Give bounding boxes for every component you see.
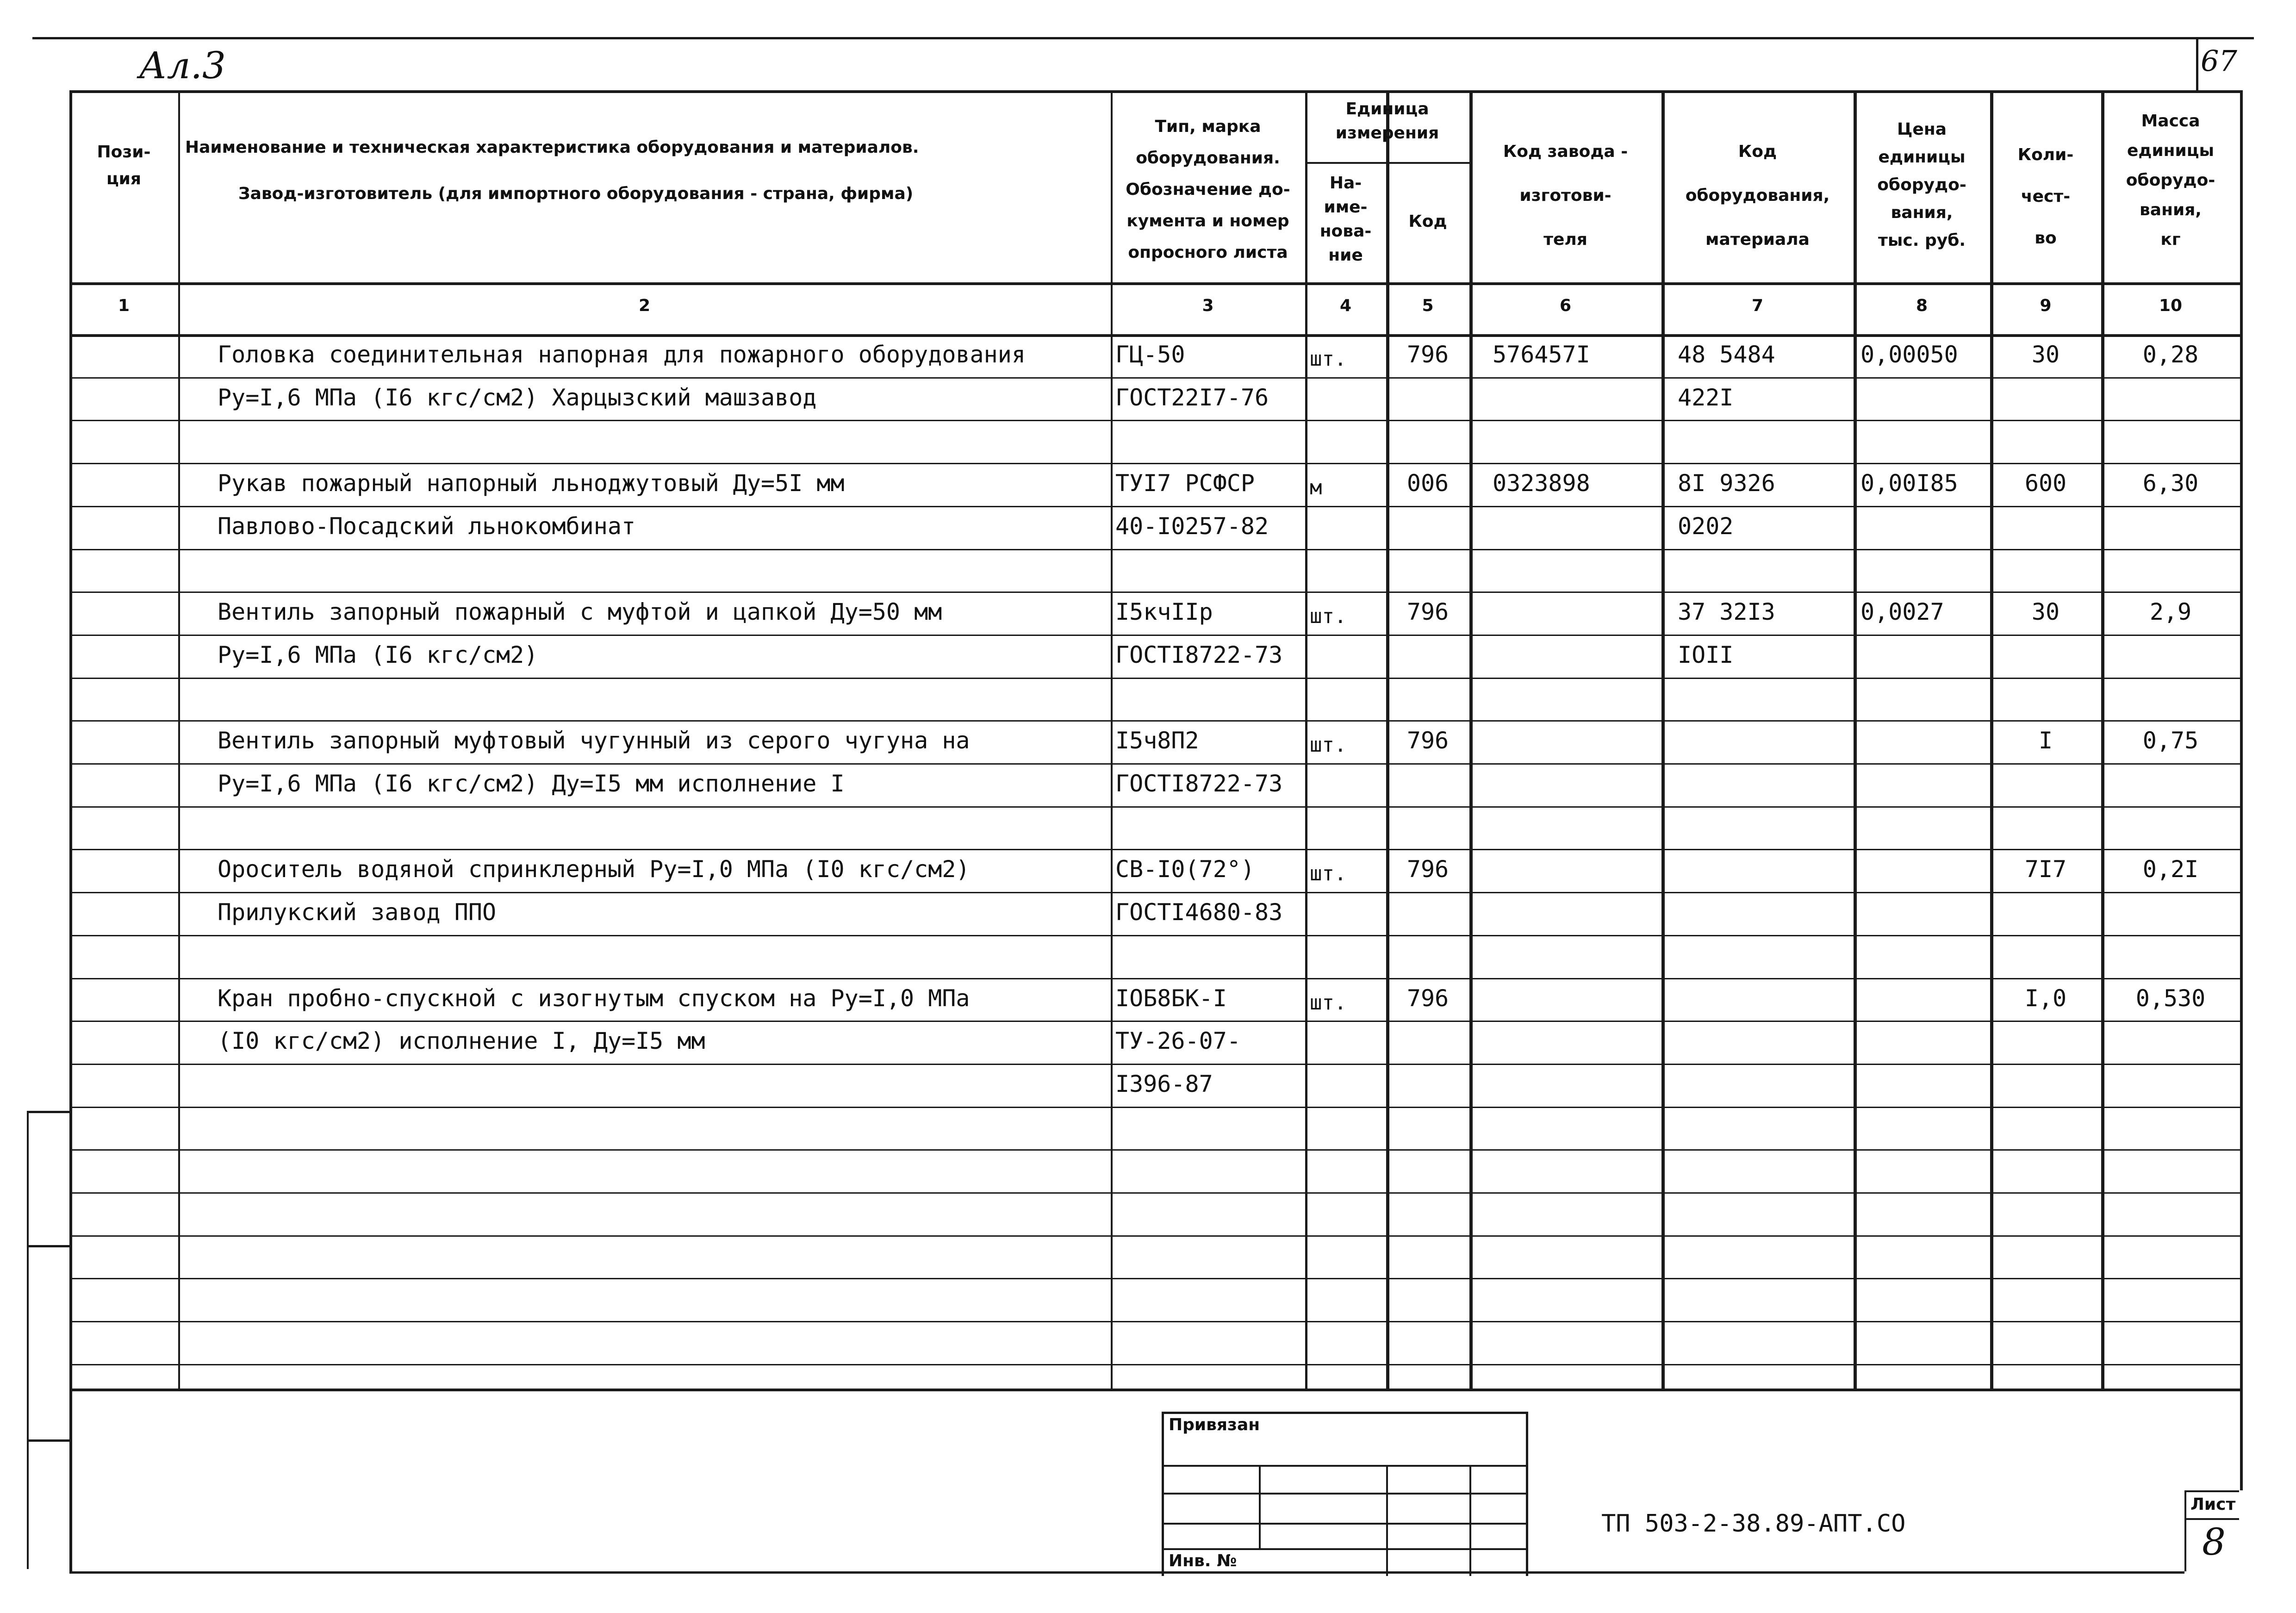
row-type: ГОСТI4680-83 — [1115, 899, 1283, 926]
unit-subheader-rule — [1305, 162, 1469, 164]
bound-label: Привязан — [1169, 1415, 1260, 1434]
column-rule — [1854, 90, 1857, 1389]
header-equipment-code: Код оборудования, материала — [1685, 142, 1830, 249]
row-mass: 0,28 — [2142, 341, 2199, 368]
row-rule — [69, 592, 2240, 593]
inventory-label: Инв. № — [1169, 1551, 1237, 1570]
row-unit-name: шт. — [1310, 347, 1347, 371]
row-rule — [69, 1107, 2240, 1108]
row-quantity: I — [2038, 727, 2053, 754]
row-rule — [69, 1021, 2240, 1022]
header-position: Пози- ция — [97, 143, 151, 188]
row-rule — [69, 377, 2240, 379]
row-quantity: 7I7 — [2024, 856, 2067, 883]
row-quantity: 30 — [2031, 341, 2060, 368]
row-rule — [69, 1235, 2240, 1237]
row-equipment-code: IOII — [1678, 641, 1734, 668]
row-type: IОБ8БК-I — [1115, 985, 1227, 1012]
row-factory-code: 576457I — [1493, 341, 1590, 368]
row-rule — [69, 1278, 2240, 1279]
row-type: ГОСТ22I7-76 — [1115, 384, 1269, 411]
binding-mark — [27, 1111, 69, 1113]
row-name: Головка соединительная напорная для пожарного оборудования — [218, 341, 1026, 368]
column-number: 6 — [1559, 296, 1572, 315]
row-equipment-code: 37 32I3 — [1678, 598, 1775, 625]
row-type: I5кчIIр — [1115, 598, 1213, 625]
document-code: ТП 503-2-38.89-АПТ.СО — [1601, 1510, 1906, 1538]
column-rule — [178, 90, 180, 1389]
column-number-rule — [69, 334, 2240, 337]
row-rule — [69, 806, 2240, 808]
row-rule — [69, 635, 2240, 636]
column-number: 5 — [1422, 296, 1434, 315]
sheet-label: Лист — [2190, 1495, 2236, 1514]
corner-mark: Ал.3 — [139, 44, 226, 87]
row-unit-name: м — [1310, 476, 1322, 499]
row-type: I5ч8П2 — [1115, 727, 1199, 754]
header-quantity: Коли- чест- во — [2017, 145, 2074, 248]
row-unit-code: 006 — [1406, 470, 1449, 497]
header-mass: Масса единицы оборудо- вания, кг — [2126, 112, 2215, 249]
sheet-bottom-rule — [69, 1571, 2184, 1574]
row-name: Ру=I,6 МПа (I6 кгс/см2) Ду=I5 мм исполнение I — [218, 770, 845, 797]
header-unit-group: Единица измерения — [1335, 100, 1439, 143]
row-unit-code: 796 — [1406, 341, 1449, 368]
row-mass: 2,9 — [2149, 598, 2192, 625]
column-number: 1 — [118, 296, 130, 315]
row-name: Вентиль запорный муфтовый чугунный из серого чугуна на — [218, 727, 970, 754]
row-name: Ру=I,6 МПа (I6 кгс/см2) — [218, 641, 538, 668]
column-rule — [1305, 90, 1307, 1389]
header-name-line1: Наименование и техническая характеристика оборудования и материалов. — [185, 138, 919, 157]
row-rule — [69, 892, 2240, 893]
table-bottom-rule — [69, 1389, 2240, 1391]
page-number-frame — [2196, 37, 2198, 93]
row-type: ГОСТI8722-73 — [1115, 641, 1283, 668]
top-border — [32, 37, 2254, 39]
row-equipment-code: 422I — [1678, 384, 1734, 411]
row-name: Ороситель водяной спринклерный Ру=I,0 МПа (I0 кгс/см2) — [218, 856, 970, 883]
column-number: 3 — [1202, 296, 1214, 315]
row-mass: 0,75 — [2142, 727, 2199, 754]
row-rule — [69, 978, 2240, 979]
header-bottom-rule — [69, 282, 2240, 285]
row-type: I396-87 — [1115, 1071, 1213, 1097]
row-type: ГОСТI8722-73 — [1115, 770, 1283, 797]
row-name: Павлово-Посадский льнокомбинат — [218, 513, 636, 540]
row-rule — [69, 935, 2240, 936]
header-unit-code: Код — [1408, 212, 1447, 231]
row-name: Прилукский завод ППО — [218, 899, 497, 926]
binding-mark — [27, 1439, 69, 1442]
row-rule — [69, 420, 2240, 421]
sheet-number: 8 — [2202, 1520, 2226, 1563]
row-rule — [69, 763, 2240, 765]
header-name-line2: Завод-изготовитель (для импортного оборудования - страна, фирма) — [238, 184, 914, 203]
column-rule — [1111, 90, 1113, 1389]
row-quantity: I,0 — [2024, 985, 2067, 1012]
row-quantity: 600 — [2024, 470, 2067, 497]
header-factory-code: Код завода - изготови- теля — [1503, 142, 1628, 249]
row-name: Рукав пожарный напорный льноджутовый Ду=5I мм — [218, 470, 845, 497]
row-name: Кран пробно-спускной с изогнутым спуском на Ру=I,0 МПа — [218, 985, 970, 1012]
column-number: 4 — [1339, 296, 1352, 315]
header-price: Цена единицы оборудо- вания, тыс. руб. — [1877, 120, 1966, 250]
row-rule — [69, 1064, 2240, 1065]
row-price: 0,00050 — [1860, 341, 1958, 368]
row-unit-code: 796 — [1406, 598, 1449, 625]
row-unit-code: 796 — [1406, 985, 1449, 1012]
header-unit-name: На- име- нова- ние — [1319, 174, 1372, 265]
column-rule — [1469, 90, 1473, 1389]
column-rule — [1661, 90, 1665, 1389]
row-mass: 0,530 — [2135, 985, 2206, 1012]
row-rule — [69, 720, 2240, 722]
row-unit-name: шт. — [1310, 862, 1347, 885]
row-equipment-code: 0202 — [1678, 513, 1734, 540]
row-type: ТУI7 РСФСР — [1115, 470, 1255, 497]
row-rule — [69, 1192, 2240, 1194]
row-type: СВ-I0(72°) — [1115, 856, 1255, 883]
column-number: 9 — [2040, 296, 2052, 315]
row-rule — [69, 1364, 2240, 1365]
column-number: 2 — [638, 296, 651, 315]
table-top-border — [69, 90, 2240, 93]
row-equipment-code: 48 5484 — [1678, 341, 1775, 368]
row-unit-name: шт. — [1310, 733, 1347, 757]
page-number: 67 — [2201, 44, 2237, 78]
row-rule — [69, 1321, 2240, 1322]
row-unit-code: 796 — [1406, 727, 1449, 754]
row-equipment-code: 8I 9326 — [1678, 470, 1775, 497]
column-number: 10 — [2159, 296, 2183, 315]
row-name: Ру=I,6 МПа (I6 кгс/см2) Харцызский машзавод — [218, 384, 817, 411]
column-number: 8 — [1916, 296, 1928, 315]
row-price: 0,00I85 — [1860, 470, 1958, 497]
column-number: 7 — [1751, 296, 1764, 315]
row-type: ГЦ-50 — [1115, 341, 1185, 368]
table-right-border — [2240, 90, 2243, 1490]
row-rule — [69, 678, 2240, 679]
row-rule — [69, 849, 2240, 850]
header-type: Тип, марка оборудования. Обозначение до- кумента и номер опросного листа — [1126, 117, 1290, 262]
row-unit-code: 796 — [1406, 856, 1449, 883]
row-rule — [69, 549, 2240, 550]
row-type: ТУ-26-07- — [1115, 1028, 1241, 1054]
row-quantity: 30 — [2031, 598, 2060, 625]
row-rule — [69, 463, 2240, 464]
row-mass: 0,2I — [2142, 856, 2199, 883]
binding-mark — [27, 1245, 69, 1247]
row-type: 40-I0257-82 — [1115, 513, 1269, 540]
row-factory-code: 0323898 — [1493, 470, 1590, 497]
row-unit-name: шт. — [1310, 604, 1347, 628]
binding-margin — [27, 1111, 29, 1569]
row-name: (I0 кгс/см2) исполнение I, Ду=I5 мм — [218, 1028, 705, 1054]
row-rule — [69, 1149, 2240, 1151]
row-unit-name: шт. — [1310, 991, 1347, 1015]
row-name: Вентиль запорный пожарный с муфтой и цапкой Ду=50 мм — [218, 598, 942, 625]
row-price: 0,0027 — [1860, 598, 1944, 625]
row-mass: 6,30 — [2142, 470, 2199, 497]
row-rule — [69, 506, 2240, 507]
